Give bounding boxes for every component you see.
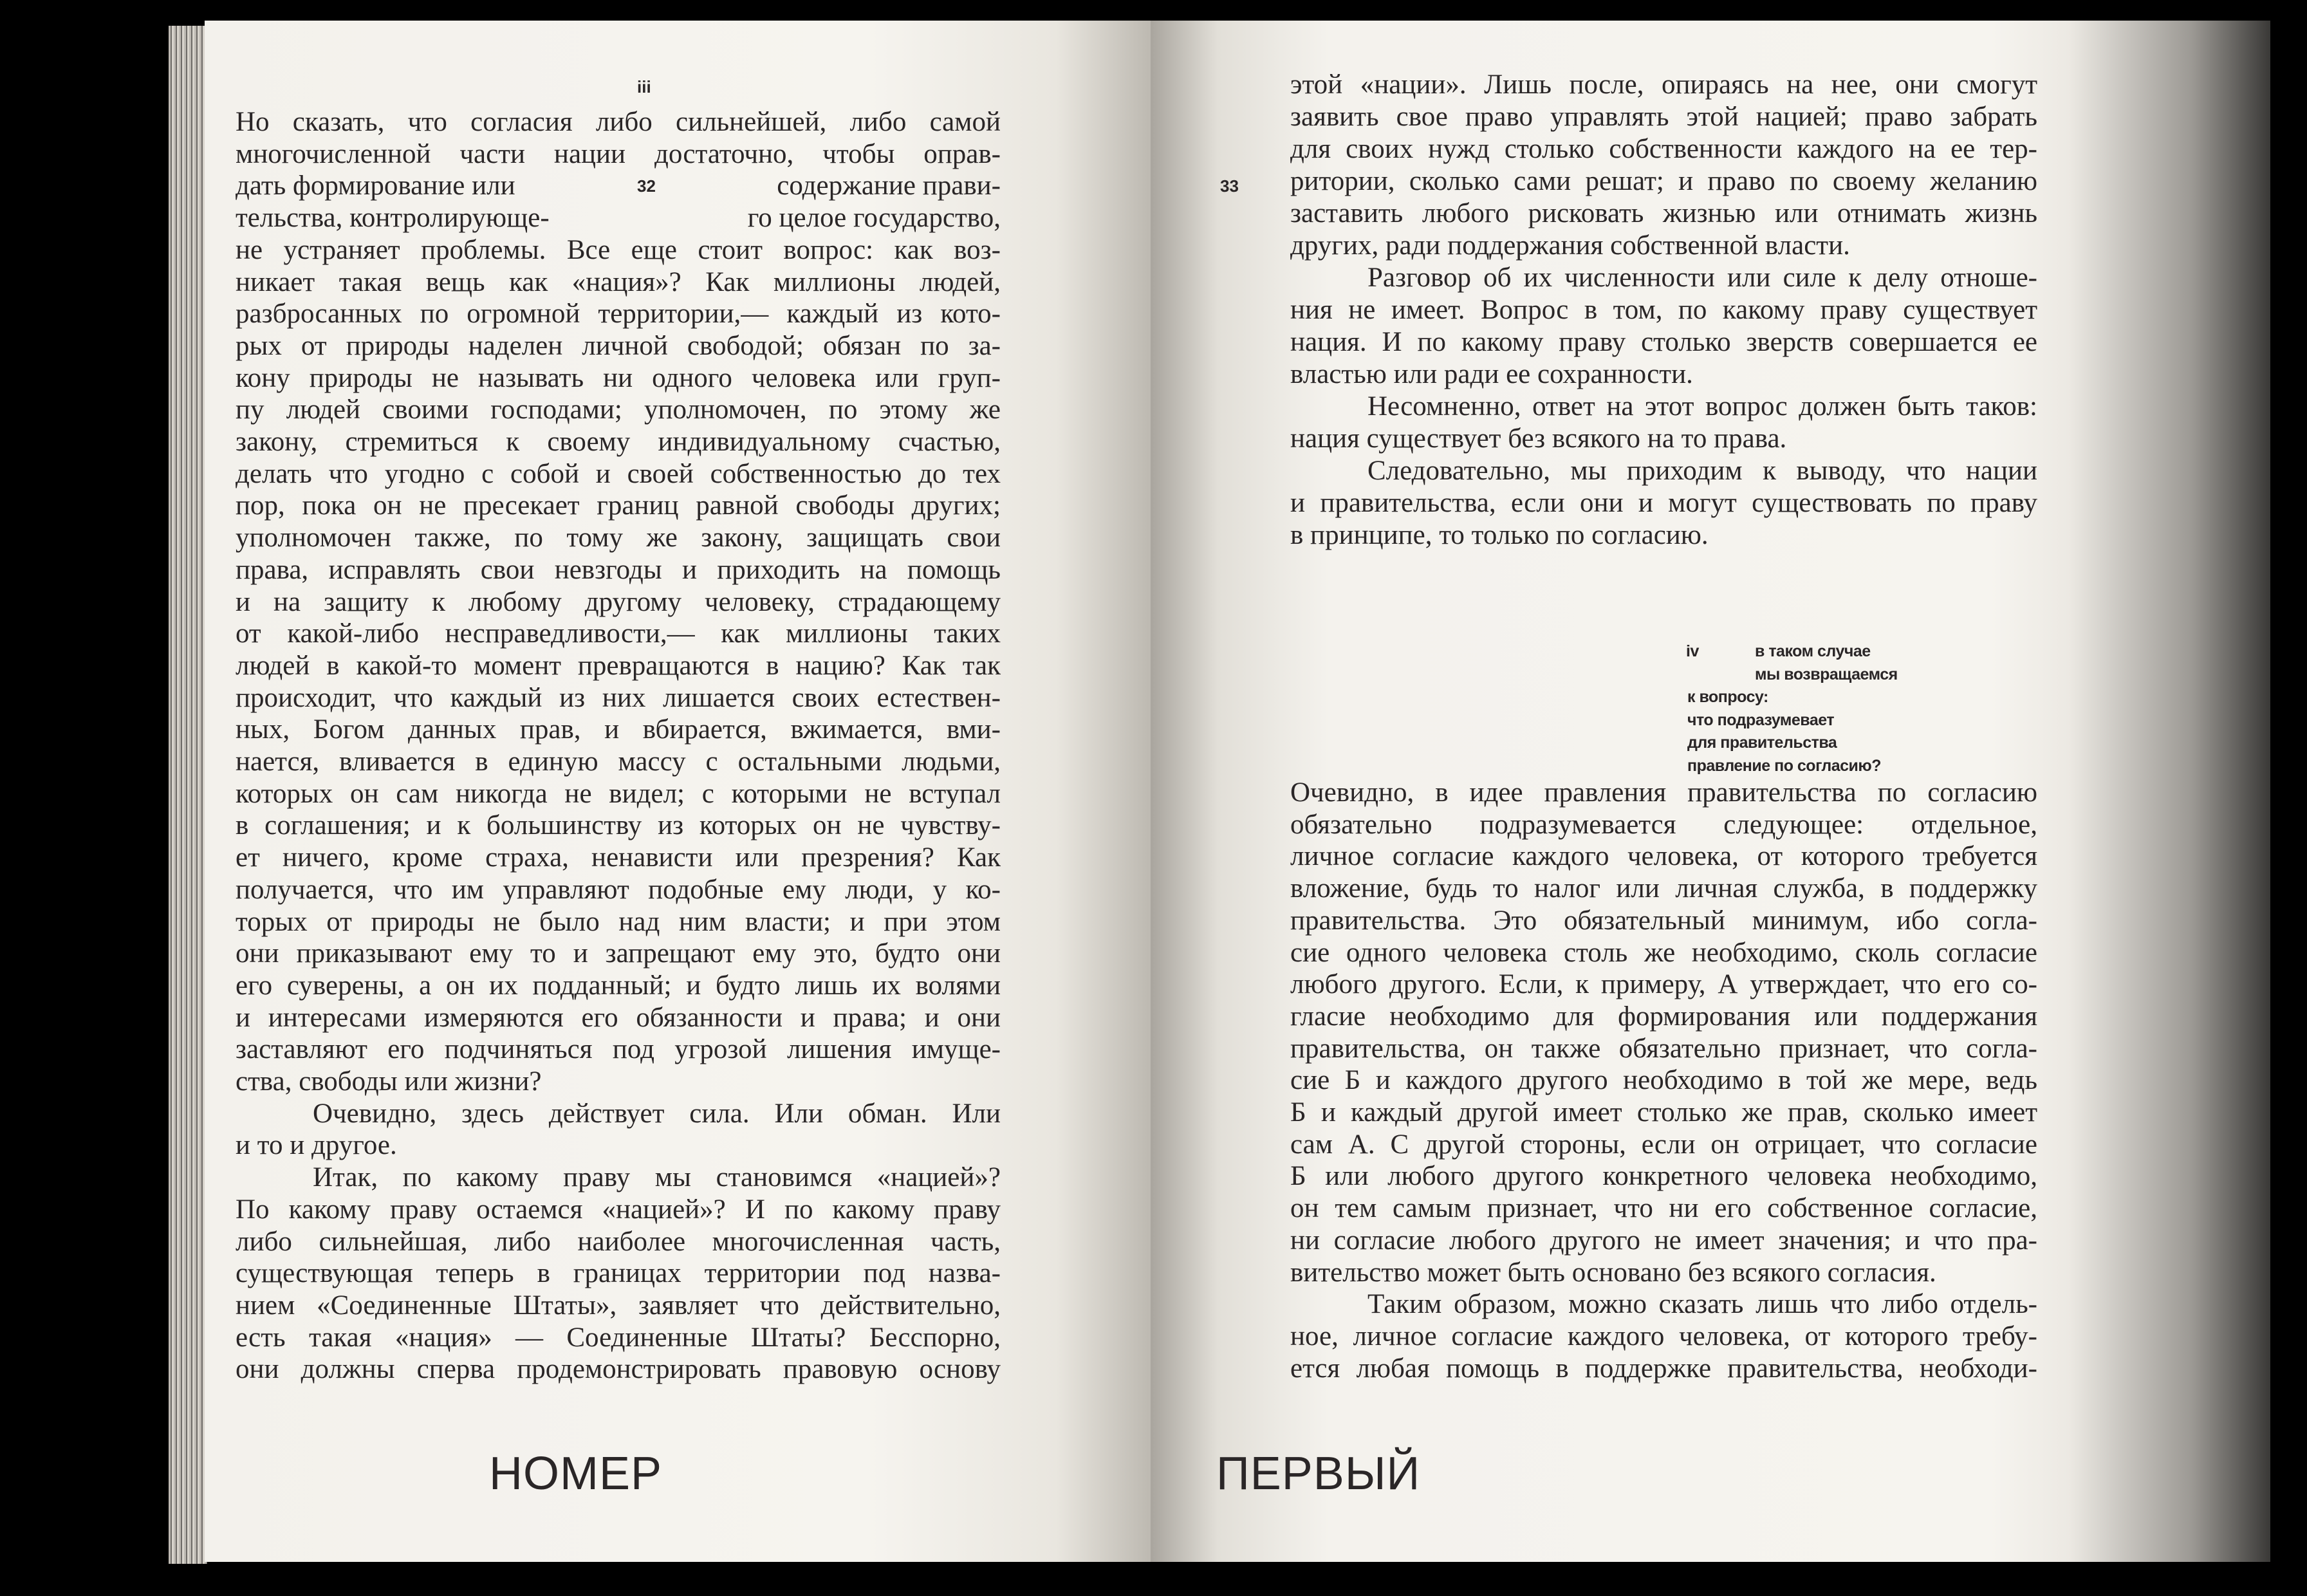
text-line: нация. И по какому праву столько зверств совершается ее: [1290, 327, 2037, 357]
section-heading-line: мы возвращаемся: [1755, 665, 1898, 683]
text-line: для своих нужд столько собственности каждого на ее тер-: [1290, 134, 2037, 164]
text-line: многочисленной части нации достаточно, чтобы оправ-: [236, 138, 1001, 169]
text-line: сам А. С другой стороны, если он отрицает, что согласие: [1290, 1129, 2037, 1160]
text-line: существующая теперь в границах территории под назва-: [236, 1258, 1001, 1289]
text-line: либо сильнейшая, либо наиболее многочисленная часть,: [236, 1226, 1001, 1257]
text-line: вительство может быть основано без всякого согласия.: [1290, 1257, 1936, 1288]
text-line: которых он сам никогда не видел; с которыми не вступал: [236, 778, 1001, 809]
text-line: людей в какой-то момент превращаются в нацию? Как так: [236, 650, 1001, 681]
text-line: других, ради поддержания собственной власти.: [1290, 230, 1850, 261]
text-line: в соглашения; и к большинству из которых он не чувству-: [236, 810, 1001, 841]
text-line: и интересами измеряются его обязанности и права; и они: [236, 1002, 1001, 1033]
text-line: Таким образом, можно сказать лишь что либо отдель-: [1367, 1289, 2037, 1320]
text-line: ритории, сколько сами решат; и право по своему желанию: [1290, 166, 2037, 196]
text-line: никает такая вещь как «нация»? Как миллионы людей,: [236, 266, 1001, 297]
text-line-right-part: го целое государство,: [747, 203, 1001, 234]
text-line: Несомненно, ответ на этот вопрос должен быть таков:: [1367, 391, 2037, 422]
text-line: Очевидно, в идее правления правительства по согласию: [1290, 777, 2037, 808]
text-line: уполномочен также, по тому же закону, защищать свои: [236, 523, 1001, 553]
text-line: сие Б и каждого другого необходимо в той же мере, ведь: [1290, 1065, 2037, 1096]
text-line: и на защиту к любому другому человеку, страдающему: [236, 586, 1001, 617]
text-line: По какому праву остаемся «нацией»? И по какому праву: [236, 1194, 1001, 1225]
text-line: получается, что им управляют подобные ему люди, у ко-: [236, 874, 1001, 905]
text-line: правительства, он также обязательно признает, что согла-: [1290, 1033, 2037, 1064]
text-line: ния не имеет. Вопрос в том, по какому праву существует: [1290, 295, 2037, 325]
text-line: нается, вливается в единую массу с остальными людьми,: [236, 747, 1001, 777]
text-line: кону природы не называть ни одного человека или груп-: [236, 362, 1001, 393]
text-line: правительства. Это обязательный минимум, ибо согла-: [1290, 905, 2037, 936]
text-line: заставляют его подчиняться под угрозой лишения имуще-: [236, 1034, 1001, 1065]
section-heading-line: для правительства: [1687, 734, 1837, 752]
text-line: Очевидно, здесь действует сила. Или обман. Или: [313, 1098, 1001, 1129]
text-line: властью или ради ее сохранности.: [1290, 359, 1693, 389]
text-line: и правительства, если они и могут существовать по праву: [1290, 488, 2037, 518]
text-line: не устраняет проблемы. Все еще стоит вопрос: как воз-: [236, 234, 1001, 265]
text-line: происходит, что каждый из них лишается своих естествен-: [236, 682, 1001, 713]
section-heading-line: в таком случае: [1755, 642, 1871, 660]
text-line: ется любая помощь в поддержке правительства, необходи-: [1290, 1353, 2037, 1384]
text-line: они приказывают ему то и запрещают ему это, будто они: [236, 938, 1001, 969]
text-line: сие одного человека столь же необходимо, сколь согласие: [1290, 937, 2037, 968]
text-line: ет ничего, кроме страха, ненависти или презрения? Как: [236, 842, 1001, 873]
section-heading-line: к вопросу:: [1687, 688, 1768, 706]
text-line: торых от природы не было над ним власти; и при этом: [236, 906, 1001, 937]
text-line: ства, свободы или жизни?: [236, 1066, 542, 1097]
text-line: рых от природы наделен личной свободой; обязан по за-: [236, 330, 1001, 361]
text-line: Разговор об их численности или силе к делу отноше-: [1367, 263, 2037, 293]
text-line: пор, пока он не пресекает границ равной свободы других;: [236, 490, 1001, 521]
footer-left: НОМЕР: [489, 1448, 663, 1499]
text-line-left-part: тельства, контролирующе-: [236, 203, 550, 234]
text-line: гласие необходимо для формирования или поддержания: [1290, 1001, 2037, 1032]
text-line: нием «Соединенные Штаты», заявляет что действительно,: [236, 1290, 1001, 1321]
text-line: пу людей своими господами; уполномочен, по этому же: [236, 394, 1001, 425]
text-line: Б и каждый другой имеет столько же прав, сколько имеет: [1290, 1097, 2037, 1127]
section-marker-iv: iv: [1686, 642, 1699, 660]
text-line: личное согласие каждого человека, от которого требуется: [1290, 841, 2037, 872]
section-heading-line: что подразумевает: [1687, 710, 1835, 729]
text-line: заставить любого рисковать жизнью или отнимать жизнь: [1290, 198, 2037, 228]
text-line: и то и другое.: [236, 1130, 397, 1161]
text-line: закону, стремиться к своему индивидуальному счастью,: [236, 427, 1001, 457]
text-line-right-part: содержание прави-: [777, 171, 1001, 201]
text-line: от какой-либо несправедливости,— как миллионы таких: [236, 618, 1001, 649]
text-line: в принципе, то только по согласию.: [1290, 520, 1709, 550]
text-line: он тем самым признает, что ни его собственное согласие,: [1290, 1193, 2037, 1224]
text-line: есть такая «нация» — Соединенные Штаты? Бесспорно,: [236, 1322, 1001, 1353]
text-line-left-part: дать формирование или: [236, 171, 515, 201]
footer-right: ПЕРВЫЙ: [1216, 1448, 1421, 1499]
text-line: Следовательно, мы приходим к выводу, что нации: [1367, 456, 2037, 486]
text-line: ни согласие любого другого не имеет значения; и что пра-: [1290, 1225, 2037, 1256]
text-line: они должны сперва продемонстрировать правовую основу: [236, 1354, 1001, 1385]
text-line: Итак, по какому праву мы становимся «нацией»?: [313, 1162, 1001, 1193]
text-line: нация существует без всякого на то права.: [1290, 423, 1787, 454]
page-edges: [169, 26, 207, 1564]
text-line: Б или любого другого конкретного человека необходимо,: [1290, 1161, 2037, 1192]
text-line: Но сказать, что согласия либо сильнейшей, либо самой: [236, 107, 1001, 137]
text-line: его суверены, а он их подданный; и будто лишь их волями: [236, 970, 1001, 1001]
page-number-right: 33: [1220, 176, 1239, 196]
text-line: ное, личное согласие каждого человека, от которого требу-: [1290, 1321, 2037, 1351]
text-line: делать что угодно с собой и своей собственностью до тех: [236, 458, 1001, 489]
text-line: права, исправлять свои невзгоды и приходить на помощь: [236, 554, 1001, 585]
text-line: разбросанных по огромной территории,— каждый из кото-: [236, 299, 1001, 329]
section-marker-iii: iii: [637, 77, 651, 97]
text-line: вложение, будь то налог или личная служба, в поддержку: [1290, 873, 2037, 904]
text-line: этой «нации». Лишь после, опираясь на нее, они смогут: [1290, 70, 2037, 100]
text-line: ных, Богом данных прав, и вбирается, вжимается, вми-: [236, 714, 1001, 745]
text-line: любого другого. Если, к примеру, А утверждает, что его со-: [1290, 969, 2037, 1000]
section-heading-line: правление по согласию?: [1687, 756, 1882, 775]
page-number-left: 32: [637, 176, 656, 196]
text-line: заявить свое право управлять этой нацией; право забрать: [1290, 102, 2037, 132]
text-line: обязательно подразумевается следующее: отдельное,: [1290, 809, 2037, 840]
